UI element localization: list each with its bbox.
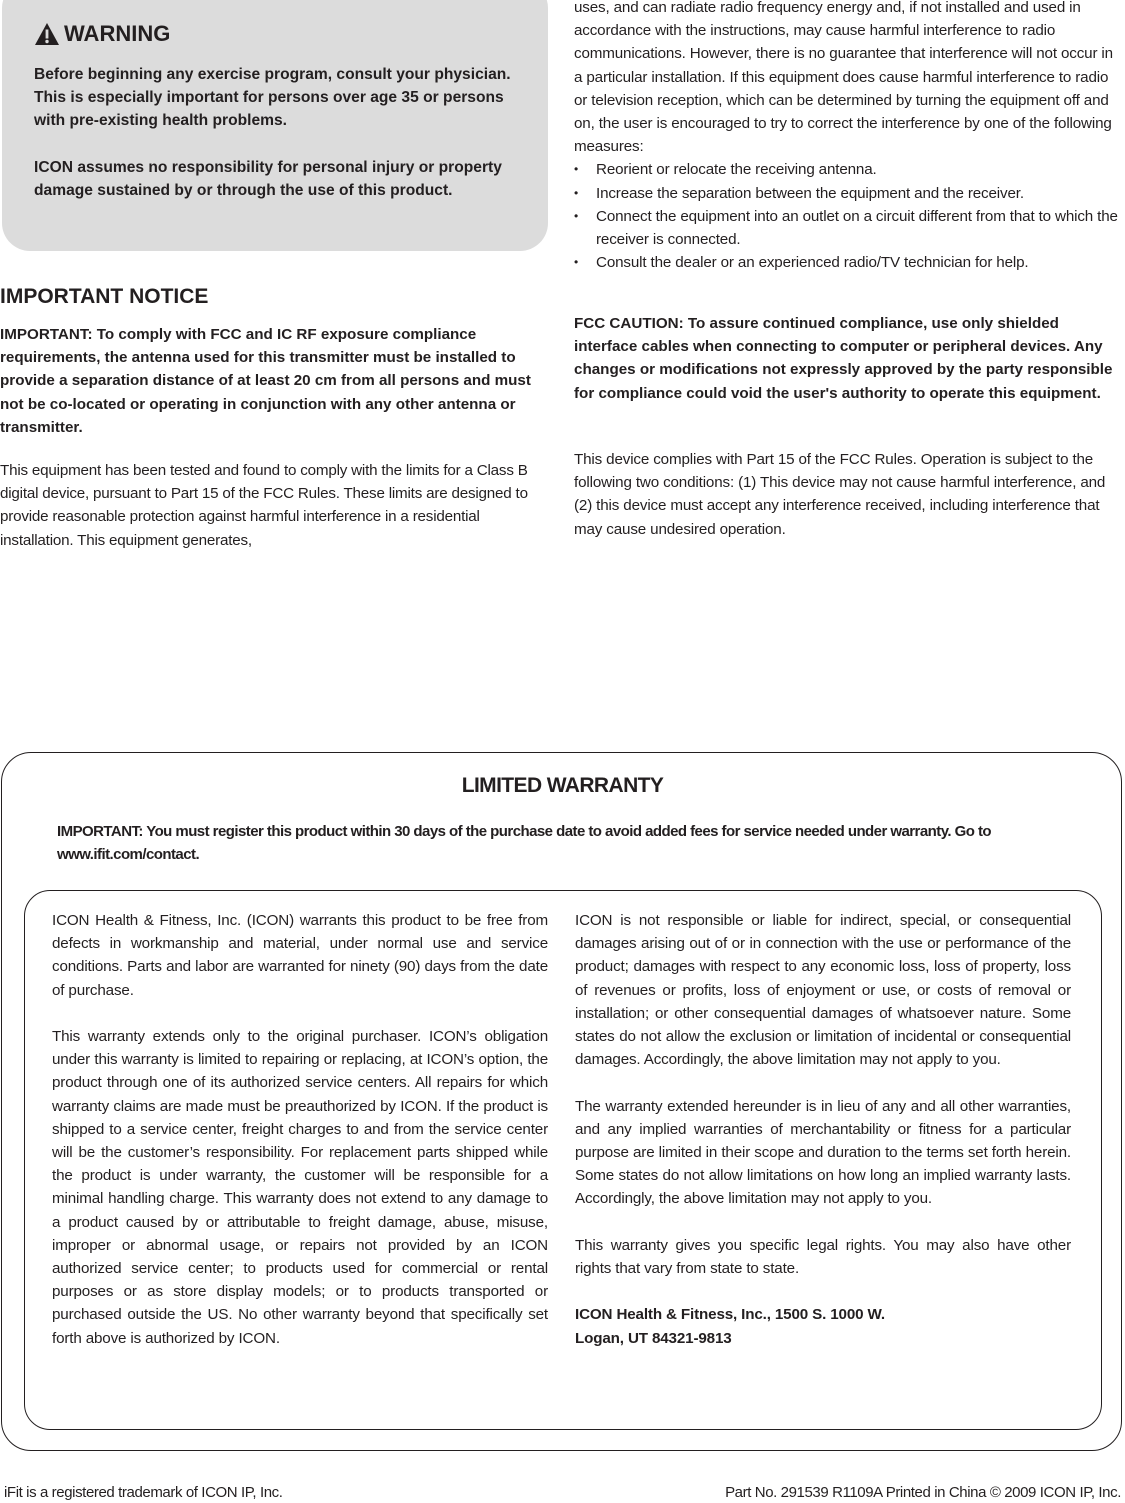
warranty-paragraph: This warranty extends only to the original purchaser. ICON’s obligation under this warranty is limited to repairing or replacing, at ICON’s option, the product through one of its authorized service centers. All repairs for which warranty claims are made must be preauthorized by ICON. If the product is shipped to a service center, freight charges to and from the service center will be the customer’s responsibility. For replacement parts shipped while the product is under warranty, the customer will be responsible for a minimal handling charge. This warranty does not extend to any damage to a product caused by or attributable to freight damage, abuse, misuse, improper or abnormal usage, or repairs not provided by an ICON authorized service center; to products used for commercial or rental purposes or as store display models; or to products transported or purchased outside the US. No other warranty beyond that specifically set forth above is authorized by ICON.	[52, 1028, 548, 1347]
warranty-title: LIMITED WARRANTY	[461, 774, 664, 797]
fcc-class-b-paragraph: This equipment has been tested and found to comply with the limits for a Class B digital device, pursuant to Part 15 of the FCC Rules. These limits are designed to provide reasonable protection against harmful interference in a residential installation. This equipment generates,	[0, 462, 528, 549]
address-line-2: Logan, UT 84321-9813	[575, 1329, 732, 1347]
fcc-part15-paragraph: This device complies with Part 15 of the FCC Rules. Operation is subject to the following two conditions: (1) This device may not cause harmful interference, and (2) this device must accept any interference received, including interference that may cause undesired operation.	[574, 451, 1106, 538]
warning-heading	[34, 20, 170, 48]
fcc-caution-paragraph: FCC CAUTION: To assure continued compliance, use only shielded interface cables when connecting to computer or peripheral devices. Any changes or modifications not expressly approved by the party responsible for compliance could void the user's authority to operate this equipment.	[574, 315, 1113, 402]
list-item: • Reorient or relocate the receiving antenna.	[574, 158, 1122, 181]
warranty-paragraph: This warranty gives you specific legal rights. You may also have other rights that vary from state to state.	[575, 1236, 1071, 1278]
warranty-paragraph: ICON Health & Fitness, Inc. (ICON) warrants this product to be free from defects in workmanship and material, under normal use and service conditions. Parts and labor are warranted for ninety (90) days from the date of purchase.	[52, 912, 548, 999]
trademark-notice: iFit is a registered trademark of ICON IP, Inc.	[4, 1484, 283, 1501]
address-line-1: ICON Health & Fitness, Inc., 1500 S. 1000 W.	[575, 1306, 885, 1324]
list-item: • Consult the dealer or an experienced radio/TV technician for help.	[574, 251, 1122, 274]
warranty-paragraph: The warranty extended hereunder is in lieu of any and all other warranties, and any implied warranties of merchantability or fitness for a particular purpose are limited in their scope and duration to the terms set forth herein. Some states do not allow limitations on how long an implied warranty lasts. Accordingly, the above limitation may not apply to you.	[575, 1097, 1071, 1208]
warranty-paragraph: ICON is not responsible or liable for indirect, special, or consequential damages arising out of or in connection with the use or performance of the product; damages with respect to any economic loss, loss of property, loss of revenues or profits, loss of enjoyment or use, or costs of removal or installation; or other consequential damages of whatsoever nature. Some states do not allow the exclusion or limitation of incidental or consequential damages. Accordingly, the above limitation may not apply to you.	[575, 912, 1071, 1069]
part-number-info: Part No. 291539 R1109A Printed in China © 2009 ICON IP, Inc.	[725, 1484, 1121, 1501]
warranty-registration-notice: IMPORTANT: You must register this product within 30 days of the purchase date to avoid added fees for service needed under warranty. Go to www.ifit.com/contact.	[57, 823, 992, 863]
rf-exposure-paragraph: IMPORTANT: To comply with FCC and IC RF exposure compliance requirements, the antenna used for this transmitter must be installed to provide a separation distance of at least 20 cm from all persons and must not be co-located or operating in conjunction with any other antenna or transmitter.	[0, 326, 531, 436]
fcc-measures-list	[574, 158, 1122, 274]
warning-triangle-icon	[34, 22, 60, 46]
fcc-paragraph-continued: uses, and can radiate radio frequency energy and, if not installed and used in accordance with the instructions, may cause harmful interference to radio communications. However, there is no guarantee that interference will not occur in a particular installation. If this equipment does cause harmful interference to radio or television reception, which can be determined by turning the equipment off and on, the user is encouraged to try to correct the interference by one of the following measures:	[574, 0, 1113, 156]
warning-paragraph: Before beginning any exercise program, consult your physician. This is especially important for persons over age 35 or persons with pre-existing health problems.	[34, 66, 511, 130]
warranty-left-column	[52, 909, 548, 1350]
warranty-right-column	[575, 909, 1071, 1350]
list-item: • Increase the separation between the equipment and the receiver.	[574, 182, 1122, 205]
warning-title: WARNING	[64, 21, 171, 46]
fcc-continued	[574, 0, 1122, 274]
company-address	[575, 1303, 1071, 1349]
important-notice-title: IMPORTANT NOTICE	[0, 285, 209, 308]
list-item: • Connect the equipment into an outlet on a circuit different from that to which the receiver is connected.	[574, 205, 1122, 251]
warning-body	[34, 63, 534, 202]
warning-paragraph: ICON assumes no responsibility for personal injury or property damage sustained by or through the use of this product.	[34, 158, 502, 199]
